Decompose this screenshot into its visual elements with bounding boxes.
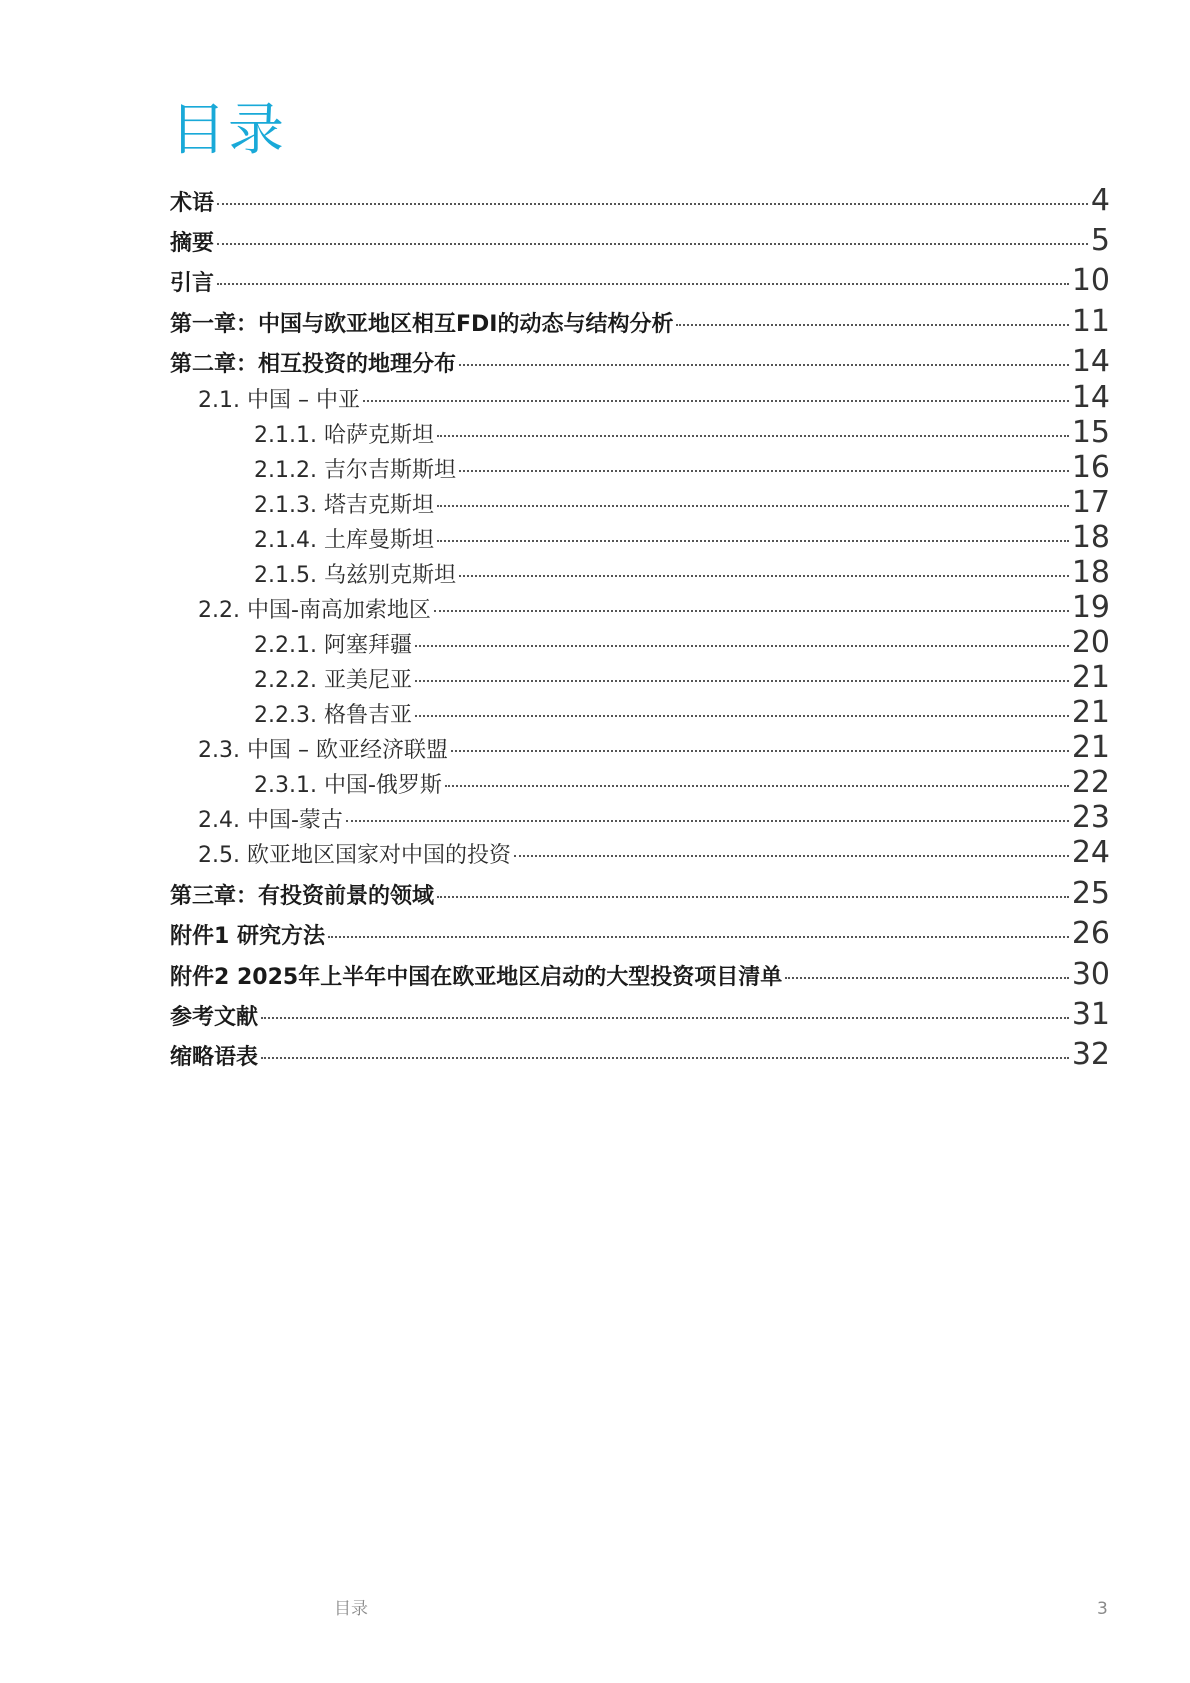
toc-entry-label: 2.1.2. 吉尔吉斯斯坦 [254, 458, 456, 483]
toc-entry-page-number: 15 [1071, 415, 1110, 450]
toc-entry-label: 2.4. 中国-蒙古 [198, 808, 343, 833]
toc-entry-page-number: 17 [1071, 485, 1110, 520]
toc-dot-leader [363, 400, 1069, 402]
toc-dot-leader [415, 715, 1069, 717]
toc-entry-page-number: 26 [1071, 916, 1110, 951]
toc-entry-label: 2.1.1. 哈萨克斯坦 [254, 423, 434, 448]
toc-entry-label: 2.2.1. 阿塞拜疆 [254, 633, 412, 658]
toc-entry-page-number: 4 [1090, 183, 1110, 218]
toc-entry[interactable] [198, 835, 1110, 870]
toc-entry-page-number: 23 [1071, 800, 1110, 835]
toc-entry[interactable] [254, 695, 1110, 730]
toc-entry-page-number: 14 [1071, 344, 1110, 379]
toc-entry-page-number: 30 [1071, 957, 1110, 992]
toc-entry[interactable] [254, 450, 1110, 485]
toc-entry[interactable] [254, 485, 1110, 520]
toc-entry[interactable] [198, 800, 1110, 835]
toc-dot-leader [217, 283, 1069, 285]
toc-entry-page-number: 25 [1071, 876, 1110, 911]
toc-entry[interactable] [254, 415, 1110, 450]
toc-entry-label: 2.2. 中国-南高加索地区 [198, 598, 431, 623]
toc-entry[interactable] [254, 660, 1110, 695]
toc-entry-page-number: 21 [1071, 730, 1110, 765]
toc-entry[interactable] [198, 380, 1110, 415]
toc-entry-page-number: 24 [1071, 835, 1110, 870]
toc-entry-label: 缩略语表 [170, 1045, 259, 1070]
toc-entry[interactable] [170, 223, 1110, 258]
toc-entry-label: 2.2.3. 格鲁吉亚 [254, 703, 412, 728]
toc-dot-leader [437, 896, 1069, 898]
footer-page-number: 3 [1097, 1599, 1108, 1619]
toc-entry-label: 附件1 研究方法 [170, 924, 325, 949]
toc-entry-page-number: 31 [1071, 997, 1110, 1032]
toc-entry[interactable] [170, 183, 1110, 218]
toc-entry[interactable] [254, 520, 1110, 555]
toc-dot-leader [459, 364, 1069, 366]
toc-dot-leader [346, 820, 1069, 822]
toc-entry[interactable] [170, 997, 1110, 1032]
toc-entry-page-number: 5 [1090, 223, 1110, 258]
toc-entry-page-number: 20 [1071, 625, 1110, 660]
toc-entry[interactable] [170, 876, 1110, 911]
toc-entry-label: 参考文献 [170, 1005, 259, 1030]
toc-entry-page-number: 22 [1071, 765, 1110, 800]
toc-entry[interactable] [254, 765, 1110, 800]
footer-section-title: 目录 [334, 1599, 368, 1619]
toc-entry-label: 术语 [170, 191, 215, 216]
toc-entry-label: 第一章：中国与欧亚地区相互FDI的动态与结构分析 [170, 312, 674, 337]
toc-entry-page-number: 18 [1071, 520, 1110, 555]
toc-dot-leader [437, 540, 1069, 542]
toc-dot-leader [514, 855, 1069, 857]
page-title: 目录 [170, 98, 286, 163]
toc-entry-label: 附件2 2025年上半年中国在欧亚地区启动的大型投资项目清单 [170, 965, 783, 990]
toc-entry-label: 第三章：有投资前景的领域 [170, 884, 435, 909]
toc-entry-label: 2.1. 中国 – 中亚 [198, 388, 360, 413]
toc-dot-leader [434, 610, 1069, 612]
toc-entry-page-number: 21 [1071, 695, 1110, 730]
toc-dot-leader [261, 1017, 1069, 1019]
toc-dot-leader [261, 1057, 1069, 1059]
toc-entry[interactable] [254, 555, 1110, 590]
toc-entry-page-number: 10 [1071, 263, 1110, 298]
toc-entry-label: 第二章：相互投资的地理分布 [170, 352, 457, 377]
toc-entry-label: 2.1.3. 塔吉克斯坦 [254, 493, 434, 518]
toc-entry[interactable] [170, 304, 1110, 339]
toc-dot-leader [217, 203, 1088, 205]
toc-entry-label: 2.3. 中国 – 欧亚经济联盟 [198, 738, 448, 763]
toc-entry[interactable] [198, 730, 1110, 765]
toc-entry-page-number: 32 [1071, 1037, 1110, 1072]
toc-entry-label: 摘要 [170, 231, 215, 256]
toc-entry[interactable] [170, 957, 1110, 992]
toc-entry-page-number: 16 [1071, 450, 1110, 485]
toc-dot-leader [459, 470, 1069, 472]
toc-dot-leader [785, 977, 1069, 979]
toc-entry-label: 2.2.2. 亚美尼亚 [254, 668, 412, 693]
toc-entry[interactable] [170, 344, 1110, 379]
toc-entry[interactable] [170, 916, 1110, 951]
toc-entry[interactable] [254, 625, 1110, 660]
toc-entry[interactable] [198, 590, 1110, 625]
toc-entry-label: 2.3.1. 中国-俄罗斯 [254, 773, 442, 798]
toc-dot-leader [415, 680, 1069, 682]
toc-entry-page-number: 11 [1071, 304, 1110, 339]
toc-entry-page-number: 19 [1071, 590, 1110, 625]
toc-entry-label: 2.1.4. 土库曼斯坦 [254, 528, 434, 553]
toc-dot-leader [437, 435, 1069, 437]
toc-dot-leader [437, 505, 1069, 507]
toc-dot-leader [328, 936, 1069, 938]
toc-dot-leader [459, 575, 1069, 577]
toc-dot-leader [217, 243, 1088, 245]
toc-entry[interactable] [170, 1037, 1110, 1072]
toc-dot-leader [676, 324, 1068, 326]
toc-dot-leader [415, 645, 1069, 647]
toc-entry-label: 引言 [170, 271, 215, 296]
toc-entry-page-number: 21 [1071, 660, 1110, 695]
toc-entry[interactable] [170, 263, 1110, 298]
toc-entry-label: 2.5. 欧亚地区国家对中国的投资 [198, 843, 511, 868]
toc-entry-page-number: 14 [1071, 380, 1110, 415]
toc-dot-leader [451, 750, 1069, 752]
toc-entry-page-number: 18 [1071, 555, 1110, 590]
toc-dot-leader [445, 785, 1069, 787]
toc-entry-label: 2.1.5. 乌兹别克斯坦 [254, 563, 456, 588]
